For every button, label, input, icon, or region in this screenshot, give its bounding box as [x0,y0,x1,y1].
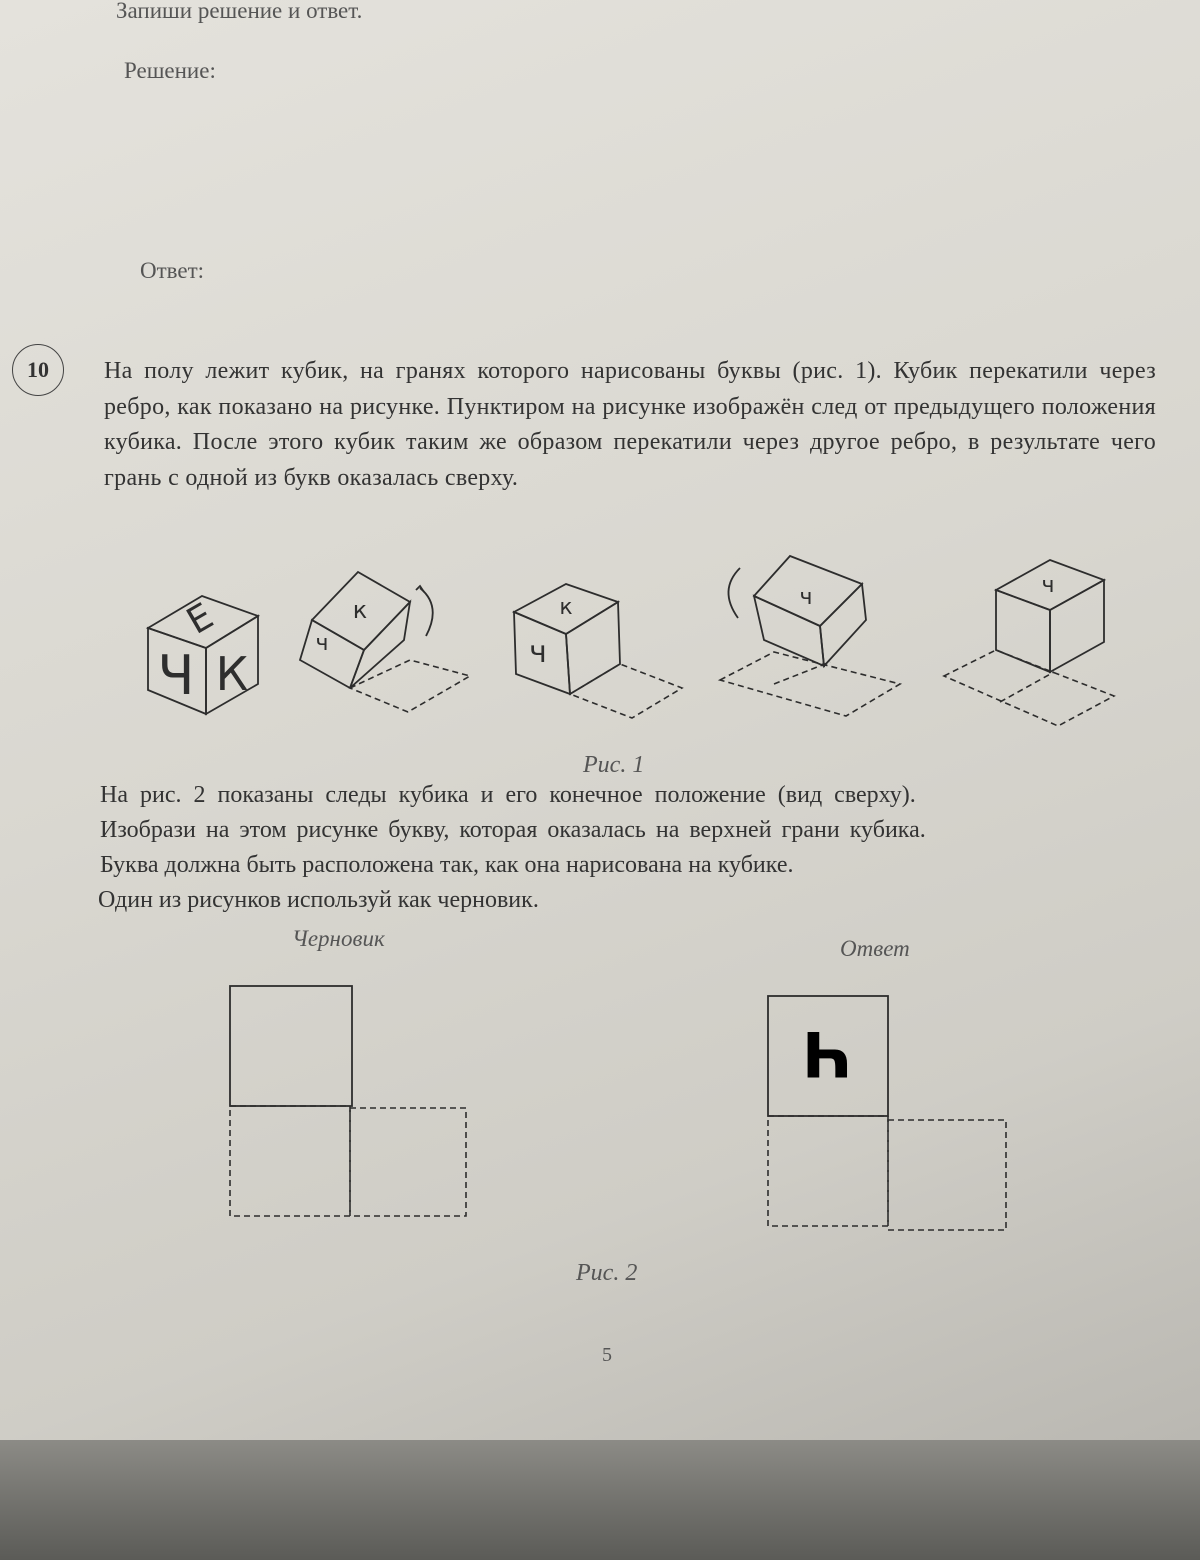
draft-label: Черновик [292,926,385,951]
svg-text:ч: ч [799,585,813,610]
cut-line-text: Запиши решение и ответ. [116,0,363,23]
figure-2-caption: Рис. 2 [576,1260,638,1286]
instruction-line-2: Изобрази на этом рисунке букву, которая оказалась на верхней грани кубика. [100,817,926,843]
solution-label: Решение: [124,58,216,83]
task-statement: На полу лежит кубик, на гранях которого нарисованы буквы (рис. 1). Кубик перекатили через ребро, как показано на рисунке. Пунктиром на рисунке изображён след от предыдущего положения кубика. После этого кубик таким же образом перекатили через другое ребро, в результате чего грань с одной из букв оказалась сверху. [104,358,1156,491]
cube-letter-left: Ч [157,644,195,707]
instruction-line-4: Один из рисунков используй как черновик. [98,887,539,913]
task-number: 10 [12,344,64,396]
draft-grid [230,986,466,1216]
svg-text:ч: ч [1041,573,1055,598]
answer-box-label: Ответ [840,936,910,961]
cube-letter-top: Е [180,595,221,643]
instruction-line-1: На рис. 2 показаны следы кубика и его конечное положение (вид сверху). [100,782,916,808]
svg-text:ч: ч [529,635,547,670]
answer-label: Ответ: [140,258,205,283]
svg-text:к: к [559,595,573,620]
svg-text:ч: ч [315,631,329,656]
cube-letter-right: К [215,647,249,701]
figure-1-caption: Рис. 1 [583,752,645,778]
instruction-line-3: Буква должна быть расположена так, как она нарисована на кубике. [100,852,794,878]
page-number: 5 [602,1344,612,1366]
handwritten-answer-letter: Ч [801,1017,852,1090]
svg-text:к: к [352,596,368,624]
